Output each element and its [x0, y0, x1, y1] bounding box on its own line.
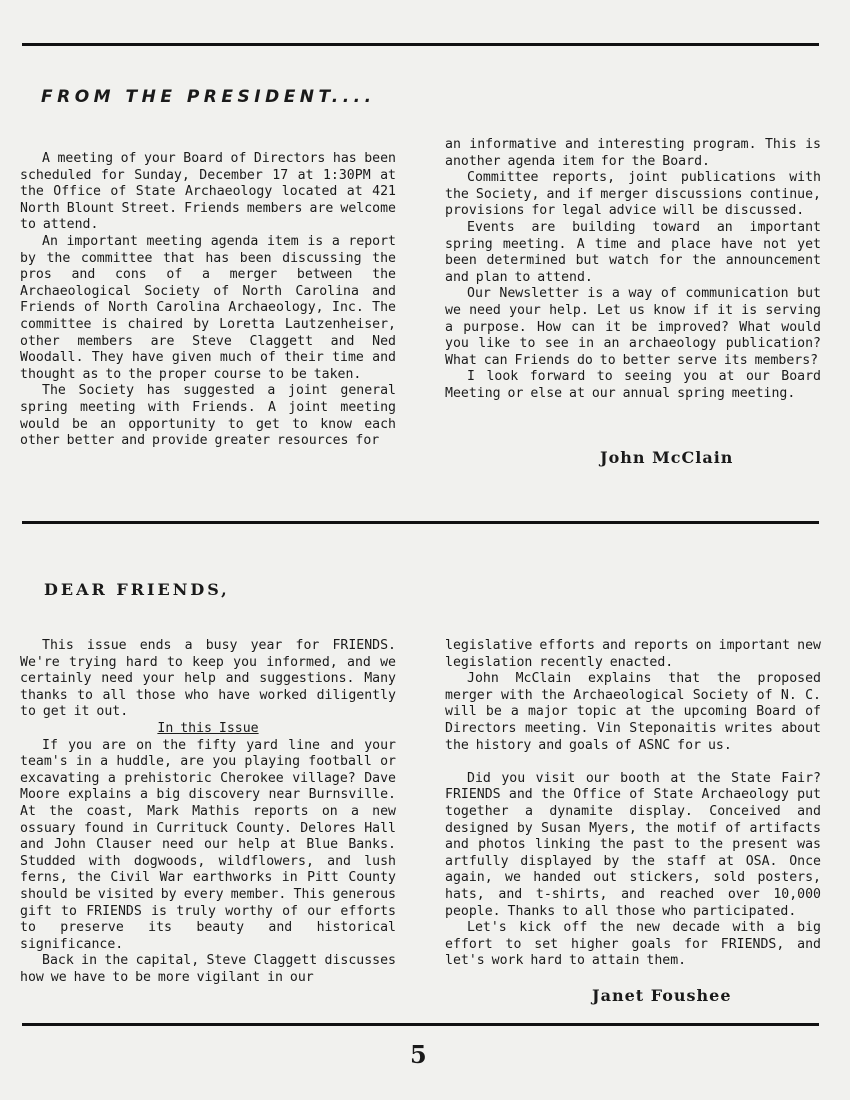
friends-right-column: [445, 638, 821, 970]
president-heading: FROM THE PRESIDENT....: [41, 87, 376, 107]
paragraph: John McClain explains that the proposed merger with the Archaeological Society of N. C. will be a major topic at the upcoming Board of Directors meeting. Vin Steponaitis writes about the history and goals of ASNC for us.: [445, 671, 821, 753]
page-number: 5: [410, 1040, 427, 1069]
in-this-issue-label: In this Issue: [157, 720, 259, 736]
president-left-column: [20, 151, 396, 450]
top-rule: [22, 43, 819, 46]
paragraph: I look forward to seeing you at our Board Meeting or else at our annual spring meeting.: [445, 369, 821, 401]
paragraph: Committee reports, joint publications with the Society, and if merger discussions continue, provisions for legal advice will be discussed.: [445, 170, 821, 219]
paragraph: Let's kick off the new decade with a big effort to set higher goals for FRIENDS, and let's work hard to attain them.: [445, 920, 821, 969]
paragraph: This issue ends a busy year for FRIENDS. We're trying hard to keep you informed, and we certainly need your help and suggestions. Many thanks to all those who have worked diligently to get it out.: [20, 638, 396, 720]
paragraph: Back in the capital, Steve Claggett discusses how we have to be more vigilant in our: [20, 953, 396, 985]
paragraph: The Society has suggested a joint general spring meeting with Friends. A joint meeting would be an opportunity to get to know each other better and provide greater resources for: [20, 383, 396, 449]
president-signature: John McClain: [600, 448, 734, 467]
bottom-rule: [22, 1023, 819, 1026]
president-right-column: [445, 137, 821, 403]
paragraph: An important meeting agenda item is a report by the committee that has been discussing the pros and cons of a merger between the Archaeological Society of North Carolina and Friends of North Carolina Archaeology, Inc. The committee is chaired by Loretta Lautzenheiser, other members are Steve Claggett and Ned Woodall. They have given much of their time and thought as to the proper course to be taken.: [20, 233, 396, 382]
friends-signature: Janet Foushee: [592, 986, 732, 1005]
paragraph: Events are building toward an important spring meeting. A time and place have not yet been determined but watch for the announcement and plan to attend.: [445, 219, 821, 285]
paragraph: If you are on the fifty yard line and your team's in a huddle, are you playing football or excavating a prehistoric Cherokee village? Dave Moore explains a big discovery near Burnsville. At the coast, Mark Mathis reports on a new ossuary found in Currituck County. Delores Hall and John Clauser need our help at Blue Banks. Studded with dogwoods, wildflowers, and lush ferns, the Civil War earthworks in Pitt County should be visited by every member. This generous gift to FRIENDS is truly worthy of our efforts to preserve its beauty and historical significance.: [20, 737, 396, 952]
paragraph: Our Newsletter is a way of communication but we need your help. Let us know if it is serving a purpose. How can it be improved? What would you like to see in an archaeology publication? What can Friends do to better serve its members?: [445, 286, 821, 368]
paragraph: legislative efforts and reports on important new legislation recently enacted.: [445, 638, 821, 670]
middle-rule: [22, 521, 819, 524]
paragraph: A meeting of your Board of Directors has been scheduled for Sunday, December 17 at 1:30PM at the Office of State Archaeology located at 421 North Blount Street. Friends members are welcome to attend.: [20, 151, 396, 233]
paragraph: Did you visit our booth at the State Fair? FRIENDS and the Office of State Archaeology put together a dynamite display. Conceived and designed by Susan Myers, the motif of artifacts and photos linking the past to the present was artfully displayed by the staff at OSA. Once again, we handed out stickers, sold posters, hats, and t-shirts, and reached over 10,000 people. Thanks to all those who participated.: [445, 770, 821, 919]
friends-left-column: [20, 638, 396, 986]
paragraph: an informative and interesting program. This is another agenda item for the Board.: [445, 137, 821, 169]
friends-heading: DEAR FRIENDS,: [44, 580, 230, 599]
